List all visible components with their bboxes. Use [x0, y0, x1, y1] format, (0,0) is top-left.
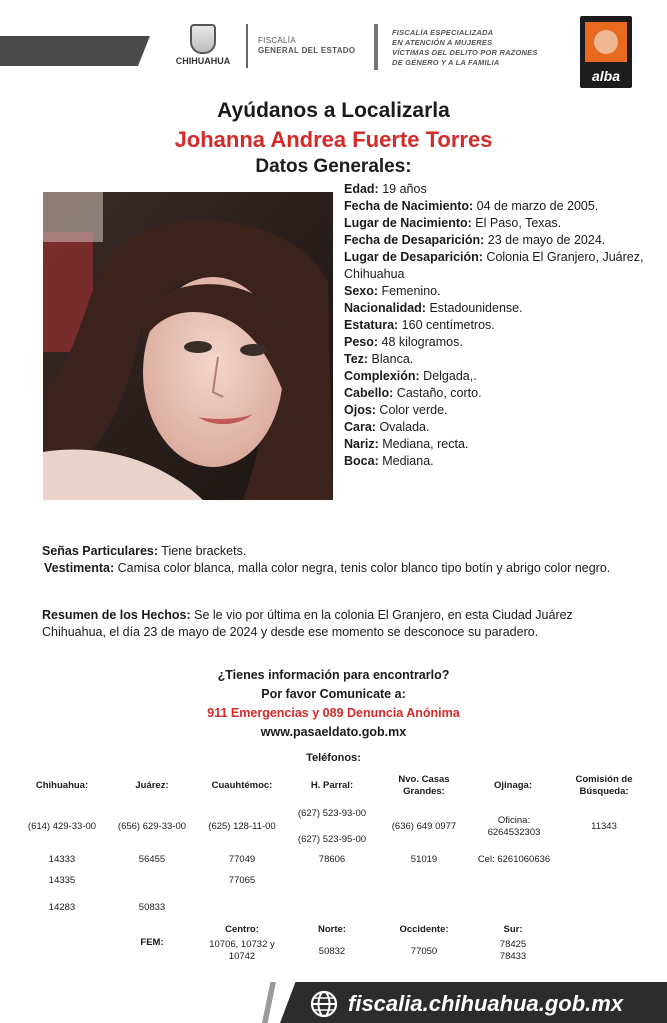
dato-value: Blanca. — [368, 352, 414, 366]
dato-row — [344, 453, 644, 470]
dato-value: Castaño, corto. — [393, 386, 482, 400]
ext-cuauhtemoc-1: 77049 — [228, 854, 256, 865]
especializada-line: EN ATENCIÓN A MUJERES — [392, 38, 493, 47]
dato-value: 160 centímetros. — [398, 318, 495, 332]
dato-label: Lugar de Nacimiento: — [344, 216, 472, 230]
chihuahua-logo-text: CHIHUAHUA — [175, 56, 231, 66]
col-header-ojinaga: Ojinaga: — [493, 780, 532, 791]
dato-row — [344, 351, 644, 368]
vestimenta — [44, 560, 634, 577]
especializada-line: DE GÉNERO Y A LA FAMILIA — [392, 58, 500, 67]
ext-cuauhtemoc-2: 77065 — [228, 875, 256, 886]
ext-parral: 78606 — [318, 854, 346, 865]
website-link[interactable]: www.pasaeldato.gob.mx — [260, 725, 407, 739]
missing-person-photo — [43, 192, 333, 500]
footer-website[interactable]: fiscalia.chihuahua.gob.mx — [348, 991, 624, 1016]
phone-cuauhtemoc[interactable]: (625) 128-11-00 — [208, 821, 276, 832]
datos-generales-list — [344, 181, 644, 470]
fem-value-occidente: 77050 — [410, 946, 438, 957]
dato-row — [344, 215, 644, 232]
especializada-line: VÍCTIMAS DEL DELITO POR RAZONES — [392, 48, 538, 57]
dato-label: Peso: — [344, 335, 379, 349]
dato-row — [344, 198, 644, 215]
fem-value-sur: 78425 78433 — [499, 939, 527, 962]
fem-label: FEM: — [140, 937, 164, 948]
info-question: ¿Tienes información para encontrarlo? — [217, 668, 450, 682]
alba-logo — [580, 16, 632, 88]
phone-parral-2[interactable]: (627) 523-95-00 — [297, 834, 367, 845]
dato-row — [344, 300, 644, 317]
comunicate-text: Por favor Comunicate a: — [261, 687, 406, 701]
phone-juarez[interactable]: (656) 629-33-00 — [117, 821, 187, 832]
ext-chihuahua-2: 14335 — [48, 875, 76, 886]
fem-value-centro: 10706, 10732 y 10742 — [209, 939, 275, 962]
col-header-comision: Comisión de Búsqueda: — [575, 774, 633, 797]
dato-row — [344, 402, 644, 419]
dato-label: Nariz: — [344, 437, 379, 451]
dato-label: Boca: — [344, 454, 379, 468]
col-header-parral: H. Parral: — [310, 780, 354, 791]
dato-value: Estadounidense. — [425, 301, 523, 315]
dato-row — [344, 232, 644, 249]
dato-value: Ovalada. — [375, 420, 430, 434]
dato-row — [344, 368, 644, 385]
fiscalia-line2: GENERAL DEL ESTADO — [258, 46, 356, 55]
phone-chihuahua[interactable]: (614) 429-33-00 — [27, 821, 97, 832]
phone-ojinaga-cel[interactable]: Cel: 6261060636 — [477, 854, 551, 865]
fem-zone-occidente: Occidente: — [399, 924, 449, 935]
dato-label: Cabello: — [344, 386, 394, 400]
dato-row — [344, 317, 644, 334]
dato-label: Complexión: — [344, 369, 420, 383]
fem-value-norte: 50832 — [318, 946, 346, 957]
ext-juarez-1: 56455 — [138, 854, 166, 865]
col-header-chihuahua: Chihuahua: — [35, 780, 89, 791]
especializada-line: FISCALÍA ESPECIALIZADA — [392, 28, 494, 37]
dato-value: Femenino. — [378, 284, 441, 298]
fiscalia-especializada-logo — [392, 28, 538, 68]
dato-label: Cara: — [344, 420, 376, 434]
dato-row — [344, 283, 644, 300]
dato-label: Tez: — [344, 352, 369, 366]
globe-icon — [310, 990, 338, 1018]
dato-row — [344, 249, 644, 283]
emergency-numbers: 911 Emergencias y 089 Denuncia Anónima — [207, 706, 460, 720]
senas-particulares — [42, 543, 632, 560]
dato-label: Lugar de Desaparición: — [344, 250, 483, 264]
phone-ojinaga-oficina[interactable]: Oficina: 6264532303 — [487, 815, 541, 838]
dato-row — [344, 181, 644, 198]
dato-row — [344, 385, 644, 402]
dato-label: Fecha de Desaparición: — [344, 233, 485, 247]
ext-chihuahua-1: 14333 — [48, 854, 76, 865]
fem-zone-norte: Norte: — [318, 924, 346, 935]
dato-value: Color verde. — [375, 403, 448, 417]
dato-row — [344, 334, 644, 351]
fem-zone-sur: Sur: — [503, 924, 523, 935]
page-title: Ayúdanos a Localizarla — [217, 99, 450, 122]
dato-label: Fecha de Nacimiento: — [344, 199, 474, 213]
dato-label: Sexo: — [344, 284, 379, 298]
resumen-value: Se le vio por última en la colonia El Granjero, en esta Ciudad Juárez Chihuahua, el día 23 de mayo de 2024 y desde ese momento se desconoce su paradero. — [42, 608, 573, 639]
header-divider — [246, 24, 248, 68]
shield-icon — [190, 24, 216, 54]
col-header-juarez: Juárez: — [135, 780, 169, 791]
vestimenta-label: Vestimenta: — [44, 561, 115, 575]
dato-value: Colonia El Granjero, Juárez, Chihuahua — [344, 250, 644, 281]
dato-value: 48 kilogramos. — [378, 335, 463, 349]
dato-row — [344, 419, 644, 436]
senas-value: Tiene brackets. — [158, 544, 247, 558]
col-header-cuauhtemoc: Cuauhtémoc: — [211, 780, 273, 791]
telefonos-title: Teléfonos: — [306, 752, 361, 764]
phone-parral-1[interactable]: (627) 523-93-00 — [297, 808, 367, 819]
vestimenta-value: Camisa color blanca, malla color negra, tenis color blanco tipo botín y abrigo color negro. — [114, 561, 611, 575]
dato-value: 04 de marzo de 2005. — [473, 199, 599, 213]
footer-stripe — [262, 982, 276, 1023]
phone-casas[interactable]: (636) 649 0977 — [391, 821, 457, 832]
header-divider-2 — [374, 24, 378, 70]
ext-juarez-2: 50833 — [138, 902, 166, 913]
dato-row — [344, 436, 644, 453]
dato-label: Edad: — [344, 182, 379, 196]
missing-person-name: Johanna Andrea Fuerte Torres — [174, 127, 493, 152]
dato-value: 23 de mayo de 2024. — [484, 233, 606, 247]
col-header-casas: Nvo. Casas Grandes: — [398, 774, 450, 797]
ext-casas: 51019 — [410, 854, 438, 865]
senas-label: Señas Particulares: — [42, 544, 159, 558]
chihuahua-logo — [173, 24, 233, 66]
fiscalia-line1: FISCALÍA — [258, 36, 296, 45]
dato-value: El Paso, Texas. — [471, 216, 562, 230]
resumen-hechos — [42, 607, 632, 641]
dato-value: 19 años — [378, 182, 427, 196]
alba-logo-text: alba — [591, 68, 620, 84]
fem-zone-centro: Centro: — [225, 924, 259, 935]
people-icon — [594, 30, 618, 54]
phone-comision[interactable]: 11343 — [591, 821, 617, 832]
dato-label: Estatura: — [344, 318, 399, 332]
dato-value: Delgada,. — [419, 369, 477, 383]
fiscalia-general-logo — [258, 36, 355, 56]
dato-label: Ojos: — [344, 403, 376, 417]
ext-chihuahua-3: 14283 — [48, 902, 76, 913]
header-decor-bar — [0, 36, 150, 66]
resumen-label: Resumen de los Hechos: — [42, 608, 191, 622]
dato-value: Mediana, recta. — [378, 437, 469, 451]
section-title: Datos Generales: — [255, 156, 412, 177]
dato-value: Mediana. — [378, 454, 434, 468]
dato-label: Nacionalidad: — [344, 301, 426, 315]
